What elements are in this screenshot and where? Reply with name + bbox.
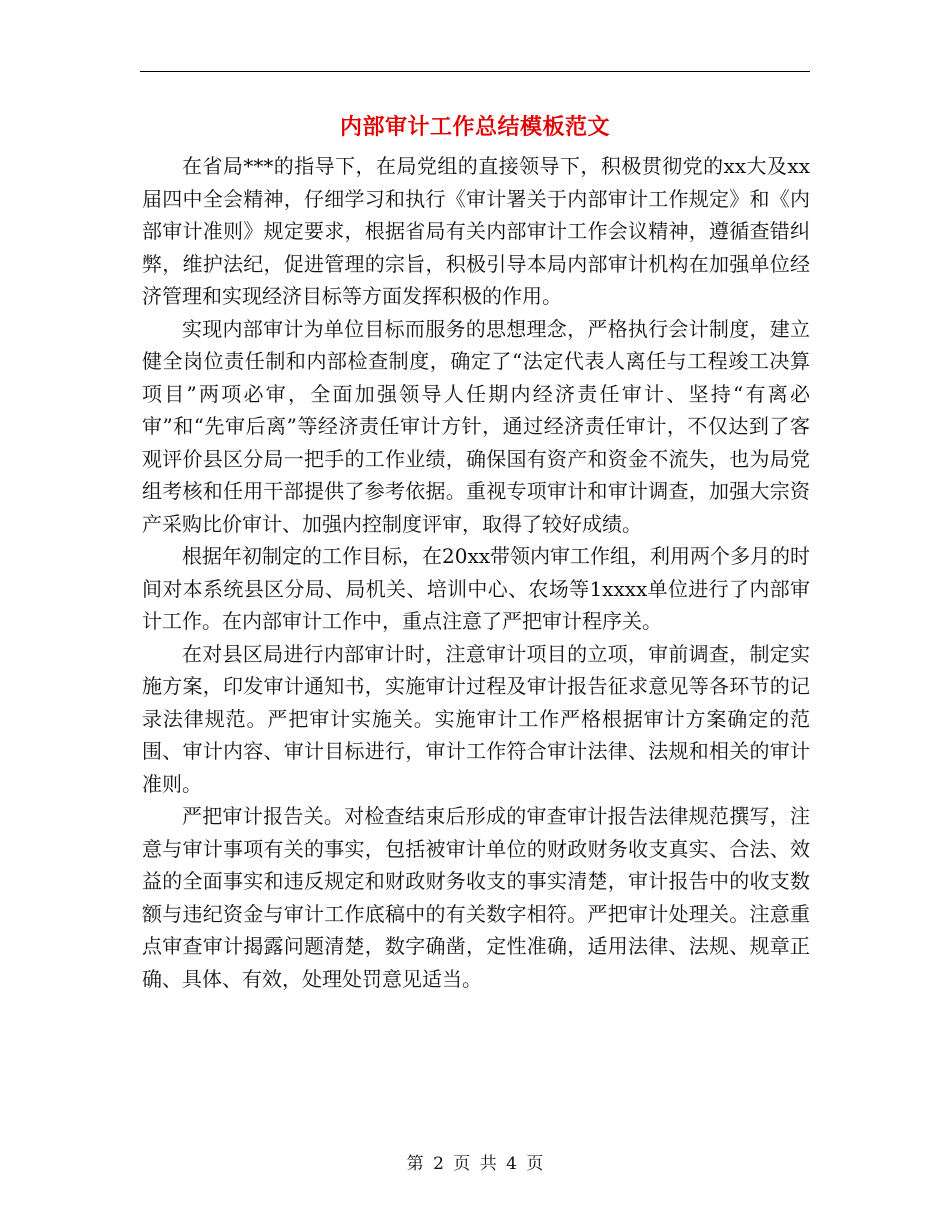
- paragraph-3: 根据年初制定的工作目标，在20xx带领内审工作组，利用两个多月的时间对本系统县区分局、局机关、培训中心、农场等1xxxx单位进行了内部审计工作。在内部审计工作中，重点注意了严把审计程序关。: [142, 544, 811, 633]
- paragraph-1: 在省局***的指导下，在局党组的直接领导下，积极贯彻党的xx大及xx届四中全会精神，仔细学习和执行《审计署关于内部审计工作规定》和《内部审计准则》规定要求，根据省局有关内部审计工作会议精神，遵循查错纠弊，维护法纪，促进管理的宗旨，积极引导本局内部审计机构在加强单位经济管理和实现经济目标等方面发挥积极的作用。: [142, 154, 810, 308]
- header-rule: [140, 71, 810, 72]
- page-number-footer: 第 2 页 共 4 页: [406, 1154, 544, 1174]
- paragraph-5: 严把审计报告关。对检查结束后形成的审查审计报告法律规范撰写，注意与审计事项有关的事实，包括被审计单位的财政财务收支真实、合法、效益的全面事实和违反规定和财政财务收支的事实清楚，审计报告中的收支数额与违纪资金与审计工作底稿中的有关数字相符。严把审计处理关。注意重点审查审计揭露问题清楚，数字确凿，定性准确，适用法律、法规、规章正确、具体、有效，处理处罚意见适当。: [142, 804, 810, 991]
- document-body: [142, 150, 810, 995]
- document-title: 内部审计工作总结模板范文: [339, 114, 610, 140]
- paragraph-4: 在对县区局进行内部审计时，注意审计项目的立项，审前调查，制定实施方案，印发审计通知书，实施审计过程及审计报告征求意见等各环节的记录法律规范。严把审计实施关。实施审计工作严格根据审计方案确定的范围、审计内容、审计目标进行，审计工作符合审计法律、法规和相关的审计准则。: [142, 641, 810, 796]
- paragraph-2: 实现内部审计为单位目标而服务的思想理念，严格执行会计制度，建立健全岗位责任制和内部检查制度，确定了“法定代表人离任与工程竣工决算项目”两项必审，全面加强领导人任期内经济责任审计、坚持“有离必审”和“先审后离”等经济责任审计方针，通过经济责任审计，不仅达到了客观评价县区分局一把手的工作业绩，确保国有资产和资金不流失，也为局党组考核和任用干部提供了参考依据。重视专项审计和审计调查，加强大宗资产采购比价审计、加强内控制度评审，取得了较好成绩。: [142, 316, 810, 536]
